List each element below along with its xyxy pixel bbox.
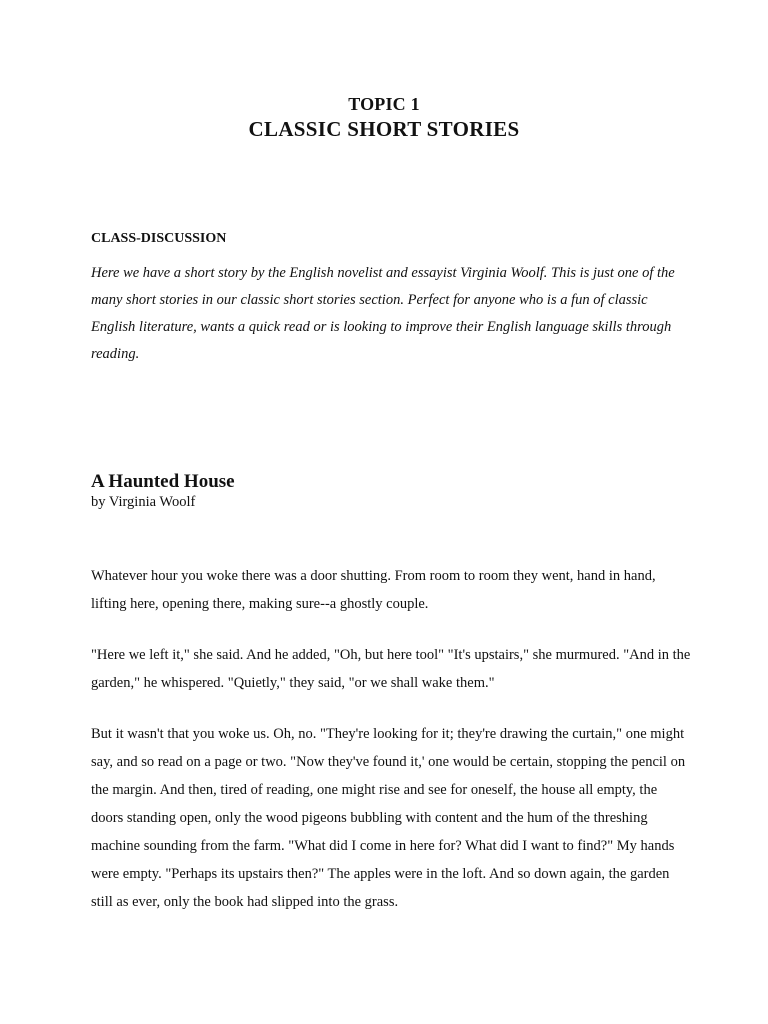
story-title: A Haunted House (91, 471, 235, 492)
topic-label: TOPIC 1 (348, 94, 420, 114)
topic-title: CLASSIC SHORT STORIES (248, 117, 520, 141)
class-discussion-heading: CLASS-DISCUSSION (91, 231, 227, 246)
story-author: by Virginia Woolf (91, 494, 196, 510)
intro-paragraph: Here we have a short story by the English novelist and essayist Virginia Woolf. This is just one of the many short stories in our classic short stories section. Perfect for anyone who is a fun of classic English literature, wants a quick read or is looking to improve their English language skills through reading. (91, 265, 675, 362)
story-paragraph: "Here we left it," she said. And he added, "Oh, but here tool" "It's upstairs," she murmured. "And in the garden," he whispered. "Quietly," they said, "or we shall wake them." (91, 647, 691, 691)
story-paragraph: Whatever hour you woke there was a door shutting. From room to room they went, hand in hand, lifting here, opening there, making sure--a ghostly couple. (91, 568, 656, 612)
story-paragraph: But it wasn't that you woke us. Oh, no. "They're looking for it; they're drawing the curtain," one might say, and so read on a page or two. "Now they've found it,' one would be certain, stopping the pencil on the margin. And then, tired of reading, one might rise and see for oneself, the house all empty, the doors standing open, only the wood pigeons bubbling with content and the hum of the threshing machine sounding from the farm. "What did I come in here for? What did I want to find?" My hands were empty. "Perhaps its upstairs then?" The apples were in the loft. And so down again, the garden still as ever, only the book had slipped into the grass. (91, 726, 686, 910)
